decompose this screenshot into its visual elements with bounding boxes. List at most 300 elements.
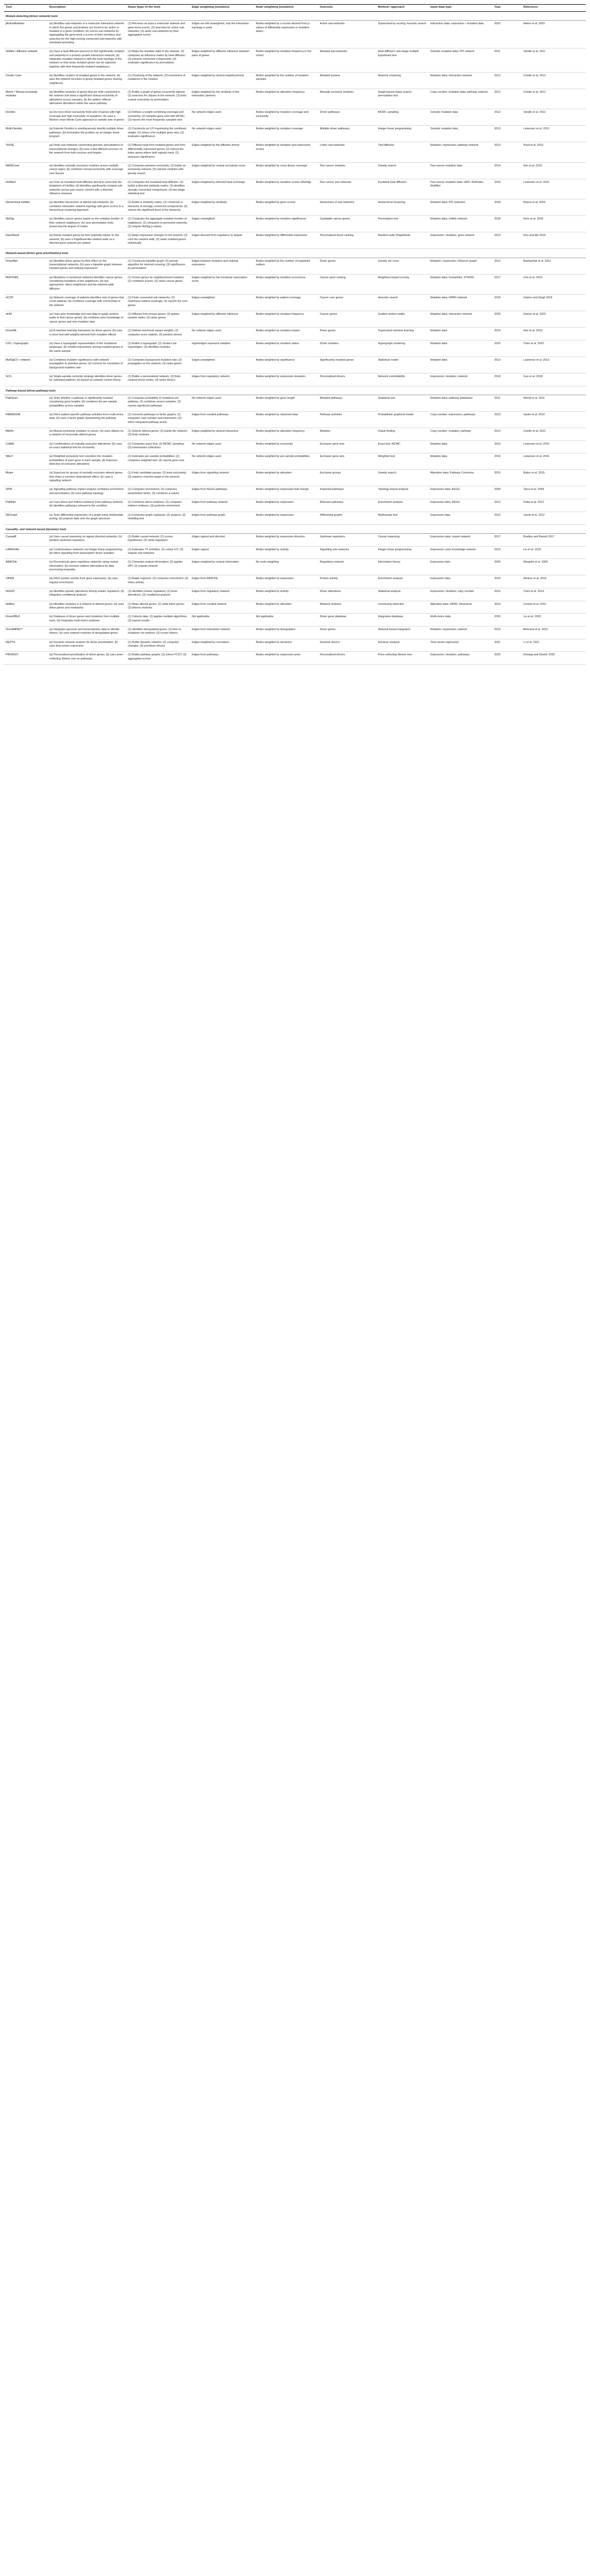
table-cell: Mutated clusters xyxy=(318,73,377,89)
table-cell: (a) Identifies genetic alterations driving master regulators; (b) integrates conditional analysis xyxy=(48,588,126,601)
table-cell: Copy number; expression; pathways xyxy=(429,411,493,428)
table-cell: Multivariate test xyxy=(377,512,429,524)
table-cell: Nodes weighted by the number of explained outliers xyxy=(254,258,318,274)
table-cell: Edges from regulatory network xyxy=(190,588,254,601)
table-cell: Personalized drivers xyxy=(318,652,377,665)
table-cell: 2017 xyxy=(493,533,521,546)
table-cell: Pan-cancer mutation data; HINT, iRefIndex, MultiNet xyxy=(429,179,493,199)
section-title: Pathway-based (driver-pathway) tools xyxy=(4,386,586,395)
table-row xyxy=(4,109,586,126)
table-cell: (a) Identifies modules of genes that are both connected in the network and show a significant mutual exclusivity of alterations across samples; (b) the pattern reflects alternative alterations within the same pathway xyxy=(48,89,126,109)
table-cell: Regulatory network xyxy=(318,559,377,575)
table-cell: (1) Computes exact test; (2) MCMC sampling; (3) summarizes collections xyxy=(126,440,190,453)
table-cell: Liu et al. 2019 xyxy=(522,546,586,559)
table-cell: (a) Extends Dendrix to simultaneously identify multiple driver pathways; (b) formulates the problem as an integer linear program xyxy=(48,126,126,142)
table-cell: Impacted pathways xyxy=(318,486,377,499)
table-cell: Ideker et al. 2002 xyxy=(522,21,586,48)
table-cell: Nodes weighted by mutation significance xyxy=(254,216,318,232)
table-cell: Babur et al. 2015 xyxy=(522,470,586,486)
tool-name-cell: uKIN xyxy=(4,311,48,328)
table-cell: Driver pathways xyxy=(318,109,377,126)
tool-name-cell: DEGraph xyxy=(4,512,48,524)
table-cell: 2014 xyxy=(493,232,521,249)
table-cell: Exclusive gene sets xyxy=(318,440,377,453)
table-cell: 2013 xyxy=(493,126,521,142)
table-cell: (a) Combines mutation significance with network propagation to prioritize genes; (b) corrects for covariates of background mutation rate xyxy=(48,357,126,373)
table-cell: 2010 xyxy=(493,411,521,428)
table-cell: Network clustering xyxy=(377,73,429,89)
table-cell: Hou and Ma 2014 xyxy=(522,232,586,249)
table-cell: Expression data xyxy=(429,575,493,588)
table-cell: 2014 xyxy=(493,162,521,179)
tool-name-cell: CGC / hypergraph xyxy=(4,340,48,357)
table-cell: Mutation data xyxy=(429,453,493,470)
table-cell: 2012 xyxy=(493,258,521,274)
table-cell: Nodes weighted by expression deviation xyxy=(254,373,318,386)
tool-name-cell: Hierarchical HotNet xyxy=(4,199,48,216)
table-cell: (1) Estimates TF activities; (2) solves ILP; (3) outputs sub-networks xyxy=(126,546,190,559)
table-cell: Community detection xyxy=(377,601,429,614)
table-cell: Statistical test xyxy=(377,395,429,411)
table-cell: Edges from pathways xyxy=(190,652,254,665)
table-cell: Expression data; causal network xyxy=(429,533,493,546)
table-cell: (1) Clustering of the network; (2) enrichment of mutations in the clusters xyxy=(126,73,190,89)
table-cell: Mutation data; PPI networks xyxy=(429,199,493,216)
table-cell: Integrative database xyxy=(377,614,429,626)
table-cell: Mutation data; HPRD network xyxy=(429,295,493,311)
table-cell: Hristov et al. 2020 xyxy=(522,311,586,328)
table-cell: Mutation data; interaction network xyxy=(429,73,493,89)
table-cell: (1) Constructs an ILP maximizing the combined weight; (2) solves it for multiple gene sets; (3) evaluates significance xyxy=(126,126,190,142)
table-cell: Heat diffusion; two-stage multiple hypothesis test xyxy=(377,48,429,73)
section-heading-row xyxy=(4,249,586,258)
table-row xyxy=(4,73,586,89)
table-cell: Nodes weighted by expression prize xyxy=(254,652,318,665)
table-cell: Edges weighted by mutual exclusivity score xyxy=(190,162,254,179)
tool-name-cell: CARNIVAL xyxy=(4,546,48,559)
table-cell: No network edges used xyxy=(190,395,254,411)
table-cell: (1) Converts pathways to factor graphs; (2) integrates copy number and expression; (3) infers integrated pathway levels xyxy=(126,411,190,428)
table-cell: Mutation data; HumanNet, STRING xyxy=(429,274,493,294)
table-cell: (a) Database of driver genes and mutations from multiple tools; (b) integrates multi-omics analyses xyxy=(48,614,126,626)
tool-name-cell: DIGGIT xyxy=(4,588,48,601)
table-cell: (a) Identifies cancer genes based on the mutation burden of their network neighbours; (b) uses permutation tests preserving the degree of nodes xyxy=(48,216,126,232)
table-cell: Random walk (PageRank) xyxy=(377,232,429,249)
column-header: Reference xyxy=(522,5,586,12)
table-cell: Horn et al. 2018 xyxy=(522,216,586,232)
table-cell: (a) Contextualises networks via integer linear programming; (b) infers signalling from transcription factor activities xyxy=(48,546,126,559)
table-cell: (a) Single-sample controller strategy identifies driver genes for individual patients; (b) based on network control theory xyxy=(48,373,126,386)
table-cell: 2012 xyxy=(493,428,521,441)
column-header: Input data type xyxy=(429,5,493,12)
table-cell: Copy number; mutation data; pathway network xyxy=(429,89,493,109)
table-cell: (a) Identifies clusters of mutated genes in the network; (b) uses the network structure to group mutated genes sharing neighbours xyxy=(48,73,126,89)
table-cell: Enrichment analysis xyxy=(377,575,429,588)
table-cell: (a) Mutual exclusivity modules in cancer; (b) uses cliques on a network of recurrently altered genes xyxy=(48,428,126,441)
table-row xyxy=(4,311,586,328)
table-cell: (1) Computes probability of mutations per pathway; (2) combines across samples; (3) reports significant pathways xyxy=(126,395,190,411)
table-cell: 2021 xyxy=(493,639,521,652)
table-cell: Nodes weighted by mutation coverage and exclusivity xyxy=(254,109,318,126)
table-cell: (a) Combinations of mutually exclusive alterations; (b) uses an exact statistical test for exclusivity xyxy=(48,440,126,453)
table-cell: (a) A machine learning framework for driver genes; (b) uses a score test with weights derived from mutation effects xyxy=(48,328,126,341)
table-cell: 2015 xyxy=(493,440,521,453)
table-body xyxy=(4,11,586,664)
table-cell: Edges weighted by shared neighbourhood xyxy=(190,73,254,89)
table-cell: 2018 xyxy=(493,216,521,232)
table-cell: (1) Estimates per-sample probabilities; (2) computes weighted test; (3) reports gene sets xyxy=(126,453,190,470)
table-cell: Time-series expression xyxy=(429,639,493,652)
table-cell: (1) Defines a weight combining coverage and exclusivity; (2) samples gene sets with MCMC; (3) reports the most frequently sampled sets xyxy=(126,109,190,126)
table-cell: Edges weighted by shared interactors xyxy=(190,428,254,441)
table-cell: 2016 xyxy=(493,453,521,470)
table-cell: (1) Diffuses from known genes; (2) guides random walks; (3) ranks genes xyxy=(126,311,190,328)
table-cell: (a) Searches for groups of mutually exclusive altered genes that share a common downstream effect; (b) uses a signalling network xyxy=(48,470,126,486)
table-cell: Driver genes xyxy=(318,258,377,274)
table-cell: Leiserson et al. 2013 xyxy=(522,126,586,142)
tool-name-cell: PRODIGY xyxy=(4,652,48,665)
table-cell: Hierarchical clustering xyxy=(377,199,429,216)
table-cell: (a) Uses an insulated heat diffusion kernel to overcome the limitations of HotNet; (b) identifies significantly mutated sub-networks across pan-cancer cohorts with a directed influence measure xyxy=(48,179,126,199)
table-cell: Expression; mutation; network xyxy=(429,373,493,386)
table-cell: (a) Network coverage of patients identifies sets of genes that cover patients; (b) combines coverage with connectivity in the network xyxy=(48,295,126,311)
table-cell: No network edges used xyxy=(190,453,254,470)
table-cell: Nodes weighted by mutation frequency in the cohort xyxy=(254,48,318,73)
table-cell: (1) Builds a personalized network; (2) finds minimal driver nodes; (3) ranks drivers xyxy=(126,373,190,386)
table-cell: Pathway activities xyxy=(318,411,377,428)
table-cell: (1) Defines functional impact weights; (2) computes score statistic; (3) predicts drivers xyxy=(126,328,190,341)
table-cell: (1) Identifies deregulated genes; (2) links to mutations via network; (3) scores drivers xyxy=(126,626,190,639)
table-cell: Bradley and Barrett 2017 xyxy=(522,533,586,546)
table-cell: Somatic mutation data; PPI network xyxy=(429,48,493,73)
table-cell: Hyperedges represent samples xyxy=(190,340,254,357)
table-cell: Ciriello et al. 2012 xyxy=(522,73,586,89)
table-cell: Personalized drivers xyxy=(318,373,377,386)
table-cell: Edges unweighted xyxy=(190,357,254,373)
table-cell: Heuristic search xyxy=(377,295,429,311)
table-cell: (1) Diffuses heat from mutated genes and from differentially expressed genes; (2) selects the linker genes where both signals meet; (3) assesses significance xyxy=(126,142,190,162)
table-cell: Neighbour-based scoring xyxy=(377,274,429,294)
table-cell: Multi-omics data xyxy=(429,614,493,626)
tool-name-cell: OncoIMPACT xyxy=(4,626,48,639)
tool-name-cell: HotNet / diffusion network xyxy=(4,48,48,73)
table-cell: 2006 xyxy=(493,559,521,575)
table-cell: 2015 xyxy=(493,179,521,199)
table-cell: Nodes weighted by z-scores derived from p-values of differential expression or mutation status xyxy=(254,21,318,48)
table-cell: Nodes weighted by mutation coverage xyxy=(254,126,318,142)
table-row xyxy=(4,601,586,614)
table-cell: Nodes weighted by gene length xyxy=(254,395,318,411)
table-row xyxy=(4,559,586,575)
table-cell: Reyna et al. 2018 xyxy=(522,199,586,216)
table-cell: (a) Mutations in functional networks identifies cancer genes considering mutations of the neighbours; (b) two approaches: direct neighbours and the network-wide diffusion xyxy=(48,274,126,294)
table-cell: (a) Weighted exclusivity test considers the mutation probabilities of each gene in each sample; (b) improves detection of exclusive alterations xyxy=(48,453,126,470)
table-cell: Driver genes xyxy=(318,328,377,341)
table-cell: Vaske et al. 2010 xyxy=(522,411,586,428)
table-cell: Somatic mutation data xyxy=(429,126,493,142)
document-page xyxy=(4,4,586,666)
table-row xyxy=(4,639,586,652)
table-cell: Permutation test xyxy=(377,216,429,232)
table-cell: (a) Infers patient-specific pathway activities from multi-omics data; (b) uses a factor graph representing the pathway xyxy=(48,411,126,428)
tool-name-cell: SCS xyxy=(4,373,48,386)
table-cell: Personalized driver ranking xyxy=(318,232,377,249)
table-cell: (a) De novo driver exclusivity finds sets of genes with high coverage and high exclusivity of mutations; (b) uses a Markov chain Monte Carlo approach to sample sets of genes xyxy=(48,109,126,126)
table-cell: Nodes weighted by alteration xyxy=(254,470,318,486)
tool-name-cell: TieDIE xyxy=(4,142,48,162)
table-cell: Mutually exclusive modules xyxy=(318,89,377,109)
table-cell: Kim et al. 2015 xyxy=(522,162,586,179)
table-cell: 2020 xyxy=(493,614,521,626)
table-cell: Nodes weighted by expression xyxy=(254,575,318,588)
table-cell: Edges weighted by the similarity of the interaction partners xyxy=(190,89,254,109)
table-cell: 2013 xyxy=(493,142,521,162)
table-header-row xyxy=(4,5,586,12)
table-cell: Greedy set cover xyxy=(377,258,429,274)
table-cell: 2015 xyxy=(493,470,521,486)
table-cell: Greedy search xyxy=(377,162,429,179)
table-cell: Edges from pathway graph xyxy=(190,512,254,524)
table-cell: Multiple driver pathways xyxy=(318,126,377,142)
table-row xyxy=(4,453,586,470)
tool-name-cell: nCOP xyxy=(4,295,48,311)
table-cell: 2012 xyxy=(493,109,521,126)
table-cell: Greedy search xyxy=(377,470,429,486)
table-row xyxy=(4,428,586,441)
table-cell: Upstream regulators xyxy=(318,533,377,546)
table-cell: (a) Uses direct and indirect evidence from pathway network; (b) identifies pathways relevant to the condition xyxy=(48,499,126,512)
table-cell: Pan-cancer mutation data xyxy=(429,162,493,179)
table-row xyxy=(4,179,586,199)
tool-name-cell: HotNet2 xyxy=(4,179,48,199)
table-row xyxy=(4,575,586,588)
table-cell: Ciriello et al. 2012 xyxy=(522,428,586,441)
tool-name-cell: NetBox xyxy=(4,601,48,614)
table-cell: 2012 xyxy=(493,89,521,109)
table-cell: Nodes weighted by alteration frequency xyxy=(254,89,318,109)
table-cell: 2016 xyxy=(493,626,521,639)
table-cell: Expression data; KEGG xyxy=(429,486,493,499)
table-cell: Expression; mutation; gene network xyxy=(429,232,493,249)
table-cell: 2012 xyxy=(493,499,521,512)
table-cell: No network edges used xyxy=(190,109,254,126)
table-cell: Edges weighted by directed heat exchange xyxy=(190,179,254,199)
table-cell: Nodes weighted by mutation impact xyxy=(254,328,318,341)
tool-name-cell: Mutex xyxy=(4,470,48,486)
table-cell: (1) Computes graph Laplacian; (2) projects; (3) Hotelling test xyxy=(126,512,190,524)
table-cell: Expression data; KEGG xyxy=(429,499,493,512)
table-cell: Topology-based analysis xyxy=(377,486,429,499)
table-cell: Dinstag and Shamir 2020 xyxy=(522,652,586,665)
table-cell: Not applicable xyxy=(254,614,318,626)
table-cell: Edges weighted by diffusion influence between pairs of genes xyxy=(190,48,254,73)
table-cell: (1) Maps altered genes; (2) adds linker genes; (3) detects modules xyxy=(126,601,190,614)
table-cell: 2016 xyxy=(493,575,521,588)
table-cell: (a) Identifies sub-networks of a molecular interaction network in which the genes and proteins are found to be active or mutated in a given condition; (b) scores sub-networks by aggregating the gene-level z-scores of their members and searches for the high-scoring connected sub-networks with simulated annealing xyxy=(48,21,126,48)
table-cell: Edges between mutation and outlying expression xyxy=(190,258,254,274)
table-cell: Causal reasoning xyxy=(377,533,429,546)
tool-name-cell: Memo / Mutual exclusivity modules xyxy=(4,89,48,109)
section-heading-row xyxy=(4,524,586,533)
table-cell: 2013 xyxy=(493,357,521,373)
table-cell: Li et al. 2021 xyxy=(522,639,586,652)
table-row xyxy=(4,142,586,162)
table-cell: Mutation data xyxy=(429,328,493,341)
tool-name-cell: NetSig xyxy=(4,216,48,232)
table-cell: (1) Collects data; (2) applies multiple algorithms; (3) reports results xyxy=(126,614,190,626)
table-cell: 2018 xyxy=(493,295,521,311)
table-cell: Tarca et al. 2009 xyxy=(522,486,586,499)
table-row xyxy=(4,546,586,559)
table-cell: Cancer genes xyxy=(318,311,377,328)
table-cell: Mutation data xyxy=(429,440,493,453)
table-cell: (1) Receives as input a molecular network and gene-level scores; (2) searches for active sub-networks; (3) ranks sub-networks by their aggregated scores xyxy=(126,21,190,48)
tool-name-cell: PathScan xyxy=(4,395,48,411)
table-cell: Nodes weighted by mutation status xyxy=(254,340,318,357)
table-cell: No network edges used xyxy=(190,328,254,341)
section-heading-row xyxy=(4,386,586,395)
table-cell: Expression; mutation; pathways xyxy=(429,652,493,665)
table-cell: (1) Computes background mutation rate; (2) propagates on the network; (3) ranks genes xyxy=(126,357,190,373)
tool-name-cell: VIPER xyxy=(4,575,48,588)
table-cell: Leiserson et al. 2016 xyxy=(522,453,586,470)
table-cell: Guided random walks xyxy=(377,311,429,328)
tool-name-cell: PathNet xyxy=(4,499,48,512)
table-cell: Nodes weighted by significance xyxy=(254,357,318,373)
table-cell: (1) Computes the insulated heat diffusion; (2) builds a directed similarity matrix; (3) identifies strongly connected components; (4) two-stage statistical test xyxy=(126,179,190,199)
table-cell: Leiserson et al. 2015 xyxy=(522,179,586,199)
table-cell: (1) Computes mutual information; (2) applies DPI; (3) outputs network xyxy=(126,559,190,575)
table-cell: (1) Builds pathway graphs; (2) solves PCST; (3) aggregates scores xyxy=(126,652,190,665)
table-cell: Interaction data; expression / mutation data xyxy=(429,21,493,48)
table-cell: (a) Integrates genomic and transcriptomic data to identify drivers; (b) uses network modules of deregulated genes xyxy=(48,626,126,639)
table-cell: Nodes weighted by expression direction xyxy=(254,533,318,546)
table-cell: Nodes weighted by alteration xyxy=(254,601,318,614)
table-row xyxy=(4,614,586,626)
table-cell: (a) Ranks mutated genes by their potential impact on the network; (b) uses a PageRank-like random walk on a directed gene network per patient xyxy=(48,232,126,249)
table-cell: Protein activity xyxy=(318,575,377,588)
table-cell: Liu et al. 2020 xyxy=(522,614,586,626)
table-cell: Expression; mutation; copy number xyxy=(429,588,493,601)
table-cell: (a) Uses a heat diffusion process to find significantly mutated sub-networks in a protein–protein interaction network; (b) integrates mutation frequency with the local topology of the network so that rarely mutated genes can be captured together with their frequently mutated neighbours xyxy=(48,48,126,73)
table-cell: 2019 xyxy=(493,546,521,559)
table-cell: 2010 xyxy=(493,601,521,614)
table-row xyxy=(4,512,586,524)
table-cell: (a) Identifies mutually exclusive modules across multiple cancer types; (b) combines mutual exclusivity with coverage over tissues xyxy=(48,162,126,179)
table-cell: Cho et al. 2016 xyxy=(522,274,586,294)
table-cell: (a) Uses prior knowledge and new data to guide random walks to find cancer genes; (b) combines prior knowledge of cancer genes and new mutation data xyxy=(48,311,126,328)
column-header: Steps (type of the tool) xyxy=(126,5,190,12)
table-cell: Edges signed and directed xyxy=(190,533,254,546)
table-cell: (a) Identifies hierarchies of altered sub-networks; (b) combines interaction network topology with gene scores in a hierarchical clustering approach xyxy=(48,199,126,216)
table-cell: (1) Combines direct evidence; (2) computes indirect evidence; (3) performs enrichment xyxy=(126,499,190,512)
table-cell: (1) Builds dynamic network; (2) computes changes; (3) prioritizes drivers xyxy=(126,639,190,652)
column-header: Year xyxy=(493,5,521,12)
table-cell: Relevant pathways xyxy=(318,499,377,512)
tool-name-cell: Dendrix xyxy=(4,109,48,126)
table-cell: (1) Computes the aggregate mutation burden of neighbours; (2) compares to permuted networks; (3) outputs NetSig p-values xyxy=(126,216,190,232)
table-cell: (1) Builds causal network; (2) scores hypotheses; (3) ranks regulators xyxy=(126,533,190,546)
table-cell: Edges weighted by mutual information xyxy=(190,559,254,575)
table-cell: Leiserson et al. 2015 xyxy=(522,440,586,453)
table-cell: Significantly mutated genes xyxy=(318,357,377,373)
table-cell: Pan-cancer modules xyxy=(318,162,377,179)
table-cell: Exact test; MCMC xyxy=(377,440,429,453)
table-cell: No network edges used xyxy=(190,126,254,142)
table-cell: Clique finding xyxy=(377,428,429,441)
table-cell: Chen et al. 2014 xyxy=(522,588,586,601)
table-cell: Bashashati et al. 2012 xyxy=(522,258,586,274)
table-row xyxy=(4,89,586,109)
table-row xyxy=(4,216,586,232)
table-cell: (a) Identifies driver genes by their effect on the transcriptional networks; (b) uses a bipartite graph between mutated genes and outlying expression xyxy=(48,258,126,274)
table-cell: (1) Builds a graph of genes recurrently altered; (2) searches for cliques in the network; (3) tests mutual exclusivity by permutation xyxy=(126,89,190,109)
table-row xyxy=(4,588,586,601)
table-cell: Network modules xyxy=(318,601,377,614)
table-cell: Mutation data xyxy=(429,357,493,373)
table-cell: MCMC sampling xyxy=(377,109,429,126)
table-cell: Graph-based clique search; permutation test xyxy=(377,89,429,109)
table-cell: Paull et al. 2013 xyxy=(522,142,586,162)
table-cell: Mutated sub-networks xyxy=(318,48,377,73)
table-row xyxy=(4,373,586,386)
table-cell: Nodes weighted by mutation occurrence xyxy=(254,274,318,294)
tool-name-cell: PARADIGM xyxy=(4,411,48,428)
table-cell: (1) Computes pairwise exclusivity; (2) builds an exclusivity network; (3) extracts modules with greedy search xyxy=(126,162,190,179)
table-row xyxy=(4,411,586,428)
table-cell: Nodes weighted by mutation and expression scores xyxy=(254,142,318,162)
table-cell: Edges weighted by correlation xyxy=(190,639,254,652)
table-cell: Dynamic drivers xyxy=(318,639,377,652)
table-cell: Integer linear programming xyxy=(377,546,429,559)
table-cell: No node weighting xyxy=(254,559,318,575)
table-cell: Vandin et al. 2011 xyxy=(522,48,586,73)
table-row xyxy=(4,470,586,486)
table-cell: Not applicable xyxy=(190,614,254,626)
table-cell: Bertrand et al. 2015 xyxy=(522,626,586,639)
table-cell: 2002 xyxy=(493,21,521,48)
table-cell: Edges from pathway network xyxy=(190,499,254,512)
table-cell: Edges signed xyxy=(190,546,254,559)
table-cell: Expression data xyxy=(429,512,493,524)
table-cell: Supervised by scoring; heuristic search xyxy=(377,21,429,48)
table-cell: Dynamic analysis xyxy=(377,639,429,652)
table-cell: (1) Constructs bipartite graph; (2) greedy algorithm for minimal covering; (3) significance by permutation xyxy=(126,258,190,274)
table-cell: Chen et al. 2020 xyxy=(522,340,586,357)
table-cell: (a) Personalized prioritization of driver genes; (b) uses prize-collecting Steiner tree on pathways xyxy=(48,652,126,665)
table-row xyxy=(4,357,586,373)
section-title: Module-detecting (driver network) tools xyxy=(4,11,586,20)
table-cell: Mutation data; InWeb network xyxy=(429,216,493,232)
table-cell: Tied diffusion xyxy=(377,142,429,162)
table-cell: Nodes weighted by dynamics xyxy=(254,639,318,652)
table-cell: (1) Selects altered genes; (2) builds the network; (3) finds modules xyxy=(126,428,190,441)
table-cell: Signalling sub-networks xyxy=(318,546,377,559)
tool-name-cell: MEMCover xyxy=(4,162,48,179)
table-cell: (1) Maps the mutation data to the network; (2) computes an influence matrix by heat diffusion; (3) extracts connected components; (4) evaluates significance by permutation xyxy=(126,48,190,73)
table-cell: Nodes weighted by gene scores xyxy=(254,199,318,216)
table-cell: 2020 xyxy=(493,311,521,328)
table-cell: Nodes weighted by observed data xyxy=(254,411,318,428)
table-cell: Enrichment analysis xyxy=(377,499,429,512)
table-row xyxy=(4,274,586,294)
table-cell: Exclusive gene sets xyxy=(318,453,377,470)
column-header: Method / approach xyxy=(377,5,429,12)
table-cell: Nodes weighted by expression fold change xyxy=(254,486,318,499)
table-cell: 2018 xyxy=(493,199,521,216)
table-cell: Somatic mutation data xyxy=(429,109,493,126)
table-cell: Linker sub-networks xyxy=(318,142,377,162)
